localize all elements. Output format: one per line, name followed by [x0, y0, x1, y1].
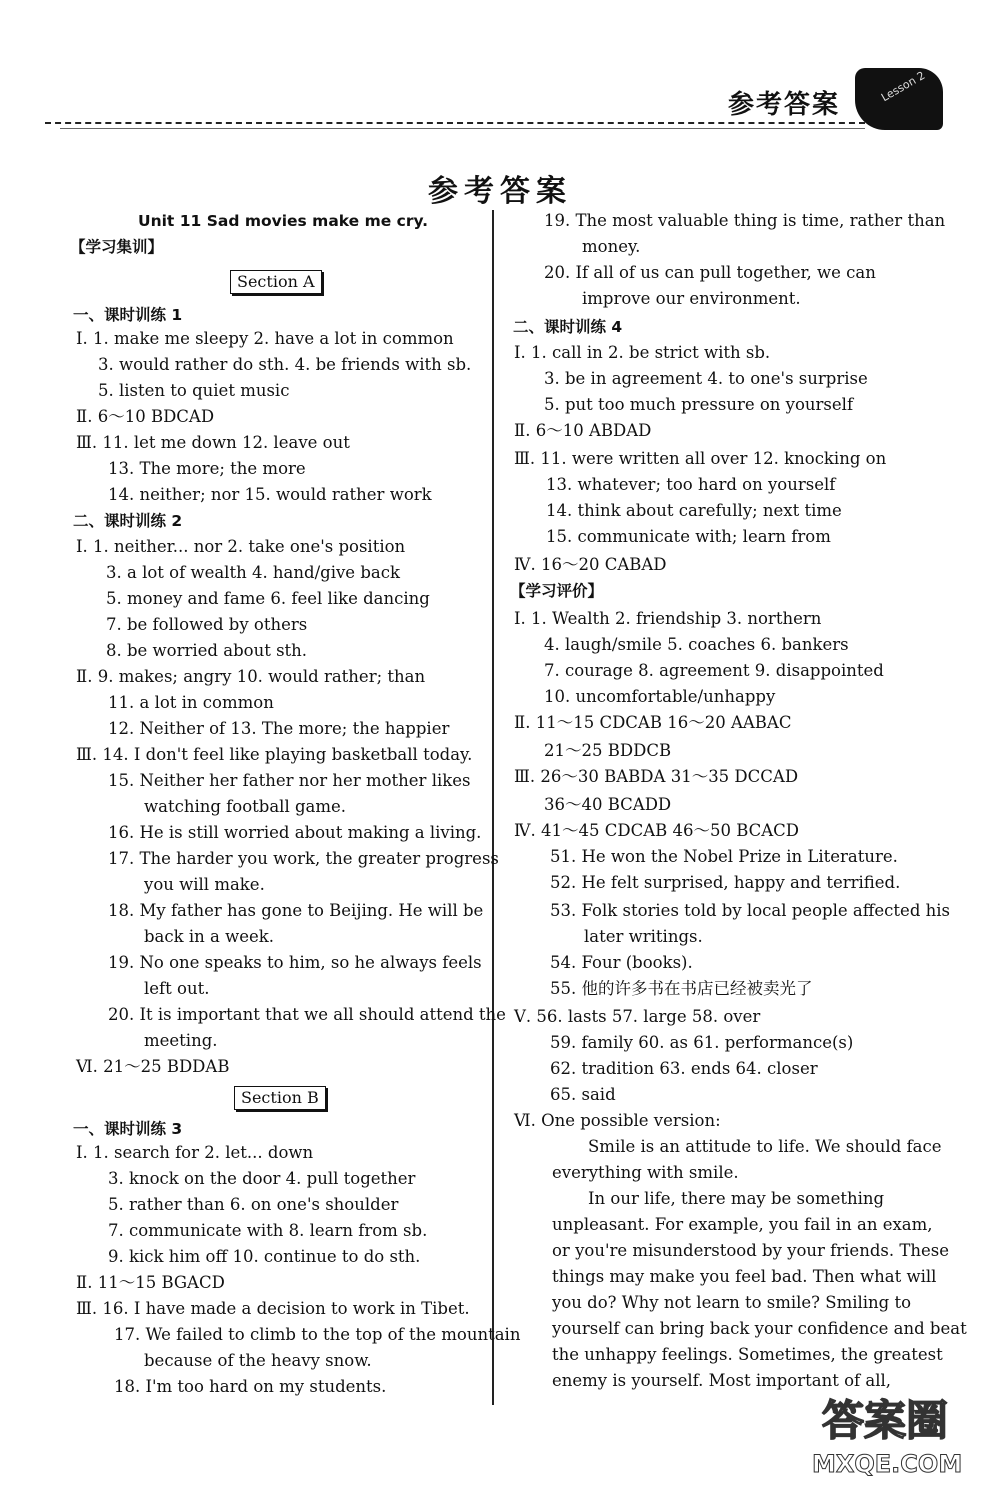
- answer-line: 53. Folk stories told by local people affected his: [550, 901, 950, 920]
- answer-line: 14. neither; nor 15. would rather work: [108, 485, 432, 504]
- answer-line: watching football game.: [144, 797, 347, 816]
- section-heading: 一、课时训练 1: [73, 306, 183, 324]
- answer-line: 8. be worried about sth.: [106, 641, 308, 660]
- section-heading: 【学习评价】: [510, 582, 604, 600]
- answer-line: Ⅰ. 1. call in 2. be strict with sb.: [514, 343, 771, 362]
- answer-line: In our life, there may be something: [588, 1189, 885, 1208]
- answer-line: Ⅱ. 11～15 CDCAB 16～20 AABAC: [514, 713, 792, 732]
- answer-line: 18. My father has gone to Beijing. He will be: [108, 901, 484, 920]
- answer-line: 12. Neither of 13. The more; the happier: [108, 719, 450, 738]
- answer-line: Ⅲ. 26～30 BABDA 31～35 DCCAD: [514, 767, 799, 786]
- answer-line: 15. Neither her father nor her mother likes: [108, 771, 471, 790]
- answer-line: Ⅴ. 56. lasts 57. large 58. over: [514, 1007, 761, 1026]
- answer-line: 18. I'm too hard on my students.: [114, 1377, 387, 1396]
- answer-line: Smile is an attitude to life. We should face: [588, 1137, 942, 1156]
- answer-line: 4. laugh/smile 5. coaches 6. bankers: [544, 635, 849, 654]
- answer-line: 17. We failed to climb to the top of the mountain: [114, 1325, 521, 1344]
- answer-line: 36～40 BCADD: [544, 795, 672, 814]
- answer-line: 59. family 60. as 61. performance(s): [550, 1033, 854, 1052]
- page-header: [0, 0, 1000, 140]
- answer-line: 13. The more; the more: [108, 459, 306, 478]
- header-title: 参考答案: [728, 90, 841, 120]
- answer-line: 3. a lot of wealth 4. hand/give back: [106, 563, 400, 582]
- answer-line: 20. It is important that we all should attend the: [108, 1005, 506, 1024]
- header-badge-text: Lesson 2: [878, 68, 928, 105]
- answer-line: 62. tradition 63. ends 64. closer: [550, 1059, 818, 1078]
- answer-line: 5. listen to quiet music: [98, 381, 290, 400]
- answer-line: Ⅱ. 6～10 BDCAD: [76, 407, 215, 426]
- answer-line: you will make.: [144, 875, 265, 894]
- answer-line: everything with smile.: [552, 1163, 739, 1182]
- answer-line: 7. courage 8. agreement 9. disappointed: [544, 661, 884, 680]
- header-badge-icon: [855, 68, 943, 130]
- answer-line: Ⅲ. 11. were written all over 12. knocking on: [514, 449, 887, 468]
- answer-line: 3. be in agreement 4. to one's surprise: [544, 369, 868, 388]
- answer-line: 20. If all of us can pull together, we can: [544, 263, 876, 282]
- answer-line: Ⅲ. 16. I have made a decision to work in Tibet.: [76, 1299, 470, 1318]
- answer-line: the unhappy feelings. Sometimes, the greatest: [552, 1345, 943, 1364]
- answer-line: Ⅵ. 21～25 BDDAB: [76, 1057, 230, 1076]
- answer-line: Ⅲ. 11. let me down 12. leave out: [76, 433, 350, 452]
- answer-line: 3. would rather do sth. 4. be friends with sb.: [98, 355, 472, 374]
- section-heading: 二、课时训练 2: [73, 512, 183, 530]
- section-heading: 一、课时训练 3: [73, 1120, 183, 1138]
- answer-line: meeting.: [144, 1031, 218, 1050]
- section-heading: 【学习集训】: [70, 238, 164, 256]
- answer-line: 3. knock on the door 4. pull together: [108, 1169, 416, 1188]
- answer-line: 51. He won the Nobel Prize in Literature.: [550, 847, 898, 866]
- answer-line: 5. put too much pressure on yourself: [544, 395, 854, 414]
- answer-line: money.: [582, 237, 641, 256]
- answer-line: 19. The most valuable thing is time, rather than: [544, 211, 946, 230]
- answer-line: because of the heavy snow.: [144, 1351, 372, 1370]
- answer-line: Ⅱ. 9. makes; angry 10. would rather; than: [76, 667, 426, 686]
- watermark-logo: 答案圈: [822, 1396, 949, 1445]
- answer-line: unpleasant. For example, you fail in an exam,: [552, 1215, 933, 1234]
- answer-line: improve our environment.: [582, 289, 801, 308]
- answer-line: 16. He is still worried about making a living.: [108, 823, 482, 842]
- section-heading: 二、课时训练 4: [513, 318, 623, 336]
- column-divider: [492, 210, 494, 1405]
- answer-line: things may make you feel bad. Then what will: [552, 1267, 937, 1286]
- answer-line: enemy is yourself. Most important of all,: [552, 1371, 892, 1390]
- answer-line: yourself can bring back your confidence and beat: [552, 1319, 967, 1338]
- answer-line: 17. The harder you work, the greater progress: [108, 849, 499, 868]
- section-heading-box: Section B: [234, 1086, 326, 1110]
- answer-line: Ⅵ. One possible version:: [514, 1111, 721, 1130]
- header-dashed-rule: [45, 122, 865, 124]
- answer-line: Ⅳ. 41～45 CDCAB 46～50 BCACD: [514, 821, 800, 840]
- watermark-site: MXQE.COM: [812, 1450, 963, 1478]
- answer-line: 9. kick him off 10. continue to do sth.: [108, 1247, 421, 1266]
- section-heading: Unit 11 Sad movies make me cry.: [138, 212, 429, 230]
- answer-line: back in a week.: [144, 927, 275, 946]
- answer-line: left out.: [144, 979, 210, 998]
- answer-line: 7. be followed by others: [106, 615, 308, 634]
- answer-line: later writings.: [584, 927, 703, 946]
- answer-line: Ⅰ. 1. neither... nor 2. take one's position: [76, 537, 406, 556]
- answer-line: you do? Why not learn to smile? Smiling to: [552, 1293, 912, 1312]
- answer-line: or you're misunderstood by your friends. These: [552, 1241, 949, 1260]
- answer-line: Ⅰ. 1. search for 2. let... down: [76, 1143, 314, 1162]
- answer-line: Ⅲ. 14. I don't feel like playing basketball today.: [76, 745, 473, 764]
- answer-line: 19. No one speaks to him, so he always feels: [108, 953, 482, 972]
- answer-line: 14. think about carefully; next time: [546, 501, 842, 520]
- page-title: 参考答案: [428, 174, 572, 209]
- answer-line: 13. whatever; too hard on yourself: [546, 475, 836, 494]
- answer-line: Ⅰ. 1. make me sleepy 2. have a lot in common: [76, 329, 454, 348]
- answer-line: 54. Four (books).: [550, 953, 693, 972]
- answer-line: 55. 他的许多书在书店已经被卖光了: [550, 979, 813, 998]
- answer-line: 65. said: [550, 1085, 616, 1104]
- watermark: [812, 1388, 982, 1478]
- answer-line: 11. a lot in common: [108, 693, 274, 712]
- answer-line: 52. He felt surprised, happy and terrified.: [550, 873, 901, 892]
- answer-line: 15. communicate with; learn from: [546, 527, 831, 546]
- answer-line: 7. communicate with 8. learn from sb.: [108, 1221, 428, 1240]
- answer-line: 21～25 BDDCB: [544, 741, 672, 760]
- answer-line: Ⅰ. 1. Wealth 2. friendship 3. northern: [514, 609, 822, 628]
- header-rule: [60, 128, 865, 129]
- answer-line: 5. money and fame 6. feel like dancing: [106, 589, 430, 608]
- answer-line: 10. uncomfortable/unhappy: [544, 687, 776, 706]
- answer-line: Ⅱ. 11～15 BGACD: [76, 1273, 225, 1292]
- answer-line: Ⅱ. 6～10 ABDAD: [514, 421, 652, 440]
- answer-line: Ⅳ. 16～20 CABAD: [514, 555, 667, 574]
- section-heading-box: Section A: [230, 270, 322, 294]
- answer-line: 5. rather than 6. on one's shoulder: [108, 1195, 399, 1214]
